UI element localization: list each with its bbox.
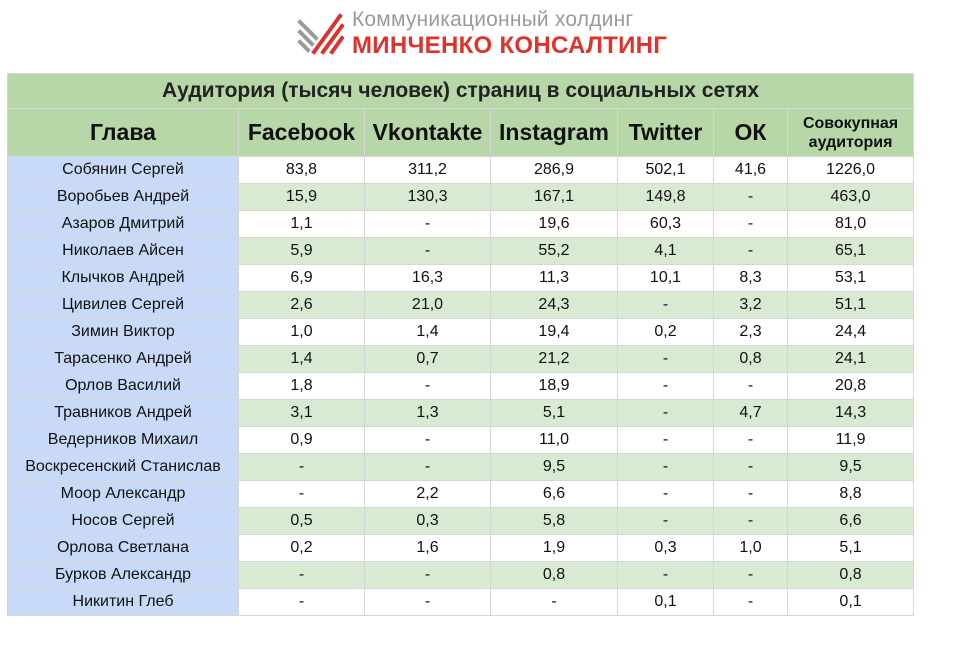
- row-name-cell: Бурков Александр: [8, 562, 239, 589]
- value-cell: 0,2: [618, 319, 714, 346]
- value-cell: -: [714, 508, 788, 535]
- value-cell: 51,1: [788, 292, 914, 319]
- value-cell: -: [714, 454, 788, 481]
- header-name: Глава: [8, 109, 239, 157]
- value-cell: 0,2: [239, 535, 365, 562]
- value-cell: 0,3: [365, 508, 491, 535]
- row-name-cell: Цивилев Сергей: [8, 292, 239, 319]
- value-cell: -: [714, 184, 788, 211]
- table-row: [8, 508, 914, 535]
- value-cell: 4,1: [618, 238, 714, 265]
- value-cell: 9,5: [491, 454, 618, 481]
- value-cell: 4,7: [714, 400, 788, 427]
- value-cell: -: [618, 292, 714, 319]
- table-row: [8, 562, 914, 589]
- table-title: Аудитория (тысяч человек) страниц в социальных сетях: [8, 74, 914, 109]
- company-logo: [296, 8, 667, 60]
- value-cell: 0,1: [788, 589, 914, 616]
- table-row: [8, 589, 914, 616]
- value-cell: -: [618, 400, 714, 427]
- value-cell: 1,3: [365, 400, 491, 427]
- row-name-cell: Орлова Светлана: [8, 535, 239, 562]
- value-cell: -: [239, 589, 365, 616]
- value-cell: -: [618, 346, 714, 373]
- value-cell: 1,1: [239, 211, 365, 238]
- audience-table: [7, 73, 914, 616]
- row-name-cell: Зимин Виктор: [8, 319, 239, 346]
- table-row: [8, 211, 914, 238]
- table-row: [8, 481, 914, 508]
- row-name-cell: Тарасенко Андрей: [8, 346, 239, 373]
- table-row: [8, 319, 914, 346]
- value-cell: -: [618, 454, 714, 481]
- value-cell: 11,0: [491, 427, 618, 454]
- logo-subtitle: Коммуникационный холдинг: [352, 8, 634, 31]
- value-cell: 5,8: [491, 508, 618, 535]
- value-cell: -: [618, 373, 714, 400]
- value-cell: -: [239, 562, 365, 589]
- value-cell: 0,8: [788, 562, 914, 589]
- value-cell: 1,4: [239, 346, 365, 373]
- table-row: [8, 535, 914, 562]
- value-cell: -: [714, 427, 788, 454]
- value-cell: 1,6: [365, 535, 491, 562]
- value-cell: 2,3: [714, 319, 788, 346]
- value-cell: 5,9: [239, 238, 365, 265]
- value-cell: 1,4: [365, 319, 491, 346]
- table-row: [8, 346, 914, 373]
- value-cell: -: [618, 481, 714, 508]
- value-cell: 2,2: [365, 481, 491, 508]
- value-cell: 0,8: [491, 562, 618, 589]
- value-cell: 6,9: [239, 265, 365, 292]
- value-cell: -: [239, 454, 365, 481]
- value-cell: 1,8: [239, 373, 365, 400]
- value-cell: 286,9: [491, 157, 618, 184]
- value-cell: 0,1: [618, 589, 714, 616]
- value-cell: -: [618, 508, 714, 535]
- value-cell: -: [714, 238, 788, 265]
- value-cell: 6,6: [491, 481, 618, 508]
- value-cell: 53,1: [788, 265, 914, 292]
- value-cell: 83,8: [239, 157, 365, 184]
- value-cell: 1,0: [714, 535, 788, 562]
- value-cell: 60,3: [618, 211, 714, 238]
- row-name-cell: Воробьев Андрей: [8, 184, 239, 211]
- value-cell: 6,6: [788, 508, 914, 535]
- value-cell: 18,9: [491, 373, 618, 400]
- table-body: [8, 157, 914, 616]
- table-row: [8, 157, 914, 184]
- value-cell: 0,9: [239, 427, 365, 454]
- table-row: [8, 400, 914, 427]
- value-cell: 19,4: [491, 319, 618, 346]
- value-cell: -: [714, 589, 788, 616]
- row-name-cell: Собянин Сергей: [8, 157, 239, 184]
- value-cell: -: [365, 454, 491, 481]
- value-cell: 0,7: [365, 346, 491, 373]
- row-name-cell: Воскресенский Станислав: [8, 454, 239, 481]
- header-instagram: Instagram: [491, 109, 618, 157]
- value-cell: 11,3: [491, 265, 618, 292]
- value-cell: 14,3: [788, 400, 914, 427]
- row-name-cell: Моор Александр: [8, 481, 239, 508]
- value-cell: 3,2: [714, 292, 788, 319]
- value-cell: 1,0: [239, 319, 365, 346]
- value-cell: 19,6: [491, 211, 618, 238]
- logo-brand: МИНЧЕНКО КОНСАЛТИНГ: [352, 32, 668, 59]
- table-row: [8, 265, 914, 292]
- value-cell: -: [491, 589, 618, 616]
- row-name-cell: Ведерников Михаил: [8, 427, 239, 454]
- value-cell: -: [618, 427, 714, 454]
- value-cell: 130,3: [365, 184, 491, 211]
- value-cell: -: [365, 211, 491, 238]
- table-row: [8, 427, 914, 454]
- table-row: [8, 454, 914, 481]
- header-facebook: Facebook: [239, 109, 365, 157]
- value-cell: 8,3: [714, 265, 788, 292]
- value-cell: 463,0: [788, 184, 914, 211]
- header-row: [8, 109, 914, 157]
- header-twitter: Twitter: [618, 109, 714, 157]
- value-cell: -: [714, 562, 788, 589]
- value-cell: 0,8: [714, 346, 788, 373]
- row-name-cell: Азаров Дмитрий: [8, 211, 239, 238]
- value-cell: -: [714, 373, 788, 400]
- value-cell: 24,4: [788, 319, 914, 346]
- header-total: Совокупная аудитория: [788, 109, 914, 157]
- value-cell: -: [365, 562, 491, 589]
- value-cell: 10,1: [618, 265, 714, 292]
- diagonal-stripes-logo-icon: [296, 8, 344, 56]
- row-name-cell: Носов Сергей: [8, 508, 239, 535]
- value-cell: -: [365, 373, 491, 400]
- value-cell: 1226,0: [788, 157, 914, 184]
- value-cell: 5,1: [788, 535, 914, 562]
- table-row: [8, 373, 914, 400]
- value-cell: -: [365, 589, 491, 616]
- value-cell: 41,6: [714, 157, 788, 184]
- row-name-cell: Николаев Айсен: [8, 238, 239, 265]
- value-cell: 55,2: [491, 238, 618, 265]
- value-cell: -: [714, 211, 788, 238]
- value-cell: 15,9: [239, 184, 365, 211]
- value-cell: 16,3: [365, 265, 491, 292]
- table-row: [8, 238, 914, 265]
- value-cell: 3,1: [239, 400, 365, 427]
- value-cell: 1,9: [491, 535, 618, 562]
- header-vkontakte: Vkontakte: [365, 109, 491, 157]
- value-cell: 21,0: [365, 292, 491, 319]
- value-cell: 167,1: [491, 184, 618, 211]
- value-cell: -: [618, 562, 714, 589]
- row-name-cell: Клычков Андрей: [8, 265, 239, 292]
- value-cell: 502,1: [618, 157, 714, 184]
- table-row: [8, 292, 914, 319]
- value-cell: 5,1: [491, 400, 618, 427]
- value-cell: -: [239, 481, 365, 508]
- value-cell: 65,1: [788, 238, 914, 265]
- value-cell: 0,3: [618, 535, 714, 562]
- value-cell: 20,8: [788, 373, 914, 400]
- row-name-cell: Никитин Глеб: [8, 589, 239, 616]
- value-cell: -: [714, 481, 788, 508]
- value-cell: 0,5: [239, 508, 365, 535]
- row-name-cell: Орлов Василий: [8, 373, 239, 400]
- value-cell: 8,8: [788, 481, 914, 508]
- value-cell: -: [365, 238, 491, 265]
- value-cell: -: [365, 427, 491, 454]
- value-cell: 24,3: [491, 292, 618, 319]
- value-cell: 21,2: [491, 346, 618, 373]
- value-cell: 9,5: [788, 454, 914, 481]
- value-cell: 11,9: [788, 427, 914, 454]
- value-cell: 24,1: [788, 346, 914, 373]
- header-ok: ОК: [714, 109, 788, 157]
- row-name-cell: Травников Андрей: [8, 400, 239, 427]
- value-cell: 2,6: [239, 292, 365, 319]
- table-row: [8, 184, 914, 211]
- value-cell: 311,2: [365, 157, 491, 184]
- value-cell: 149,8: [618, 184, 714, 211]
- value-cell: 81,0: [788, 211, 914, 238]
